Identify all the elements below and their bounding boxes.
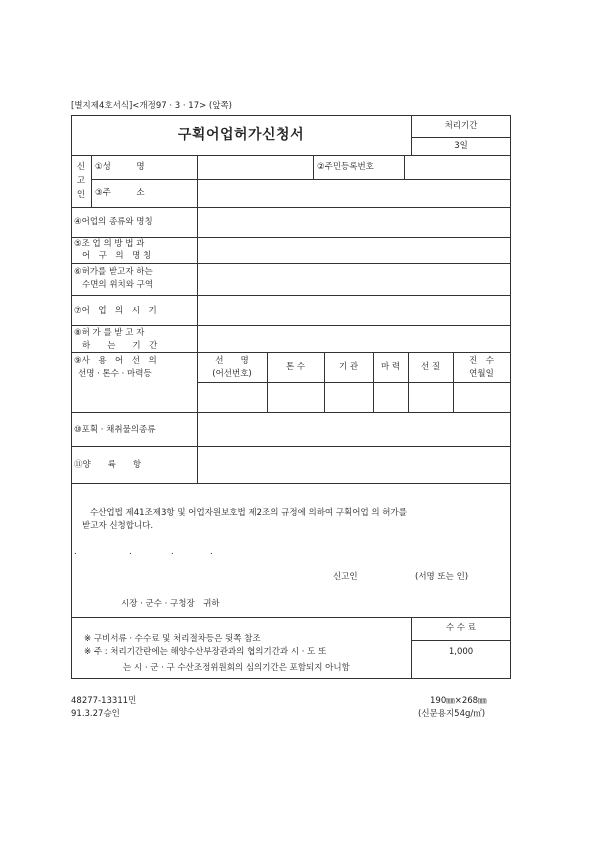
date-dot: . (129, 547, 132, 557)
statement-line2: 받고자 신청합니다. (82, 521, 154, 531)
processing-value: 3일 (454, 141, 468, 151)
tonnage-header: 톤 수 (285, 362, 306, 372)
fee-label: 수 수 료 (445, 623, 477, 633)
date-dot: . (171, 547, 174, 557)
note-line1: ※ 구비서류 · 수수료 및 처리절차등은 뒷쪽 참조 (84, 634, 261, 644)
launch-date-header-line1: 진 수 (469, 356, 494, 366)
name-label: ①성 명 (95, 162, 145, 172)
engine-field[interactable] (325, 383, 372, 411)
horsepower-field[interactable] (374, 383, 407, 411)
note-line3: 는 시 · 군 · 구 수산조정위원회의 심의기간은 포함되지 아니함 (123, 663, 350, 673)
area-field[interactable] (198, 264, 509, 294)
landing-port-field[interactable] (198, 447, 509, 482)
vessel-name-header-line1: 선 명 (215, 356, 249, 366)
launch-date-field[interactable] (454, 383, 509, 411)
method-label-line2: 어 구 의 명 칭 (82, 251, 152, 261)
area-label-line1: ⑥허가를 받고자 하는 (74, 267, 153, 277)
horsepower-header: 마 력 (380, 362, 401, 372)
material-header: 선 질 (420, 362, 441, 372)
approval-date: 91.3.27승인 (71, 709, 120, 719)
vessel-label-line2: 선명 · 톤수 · 마력등 (78, 369, 152, 379)
vessel-name-field[interactable] (198, 383, 266, 411)
launch-date-header-line2: 연월일 (469, 369, 494, 379)
paper-spec: (신문용지54g/㎡) (418, 709, 486, 719)
method-label-line1: ⑤조 업 의 방 법 과 (74, 239, 145, 249)
vessel-name-header-line2: (어선번호) (212, 369, 252, 379)
note-line2: ※ 주 : 처리기간란에는 해양수산부장관과의 협의기간과 시 · 도 또 (84, 647, 327, 657)
fishery-type-field[interactable] (198, 208, 509, 236)
period-label-line1: ⑧허 가 를 받 고 자 (74, 328, 145, 338)
form-header-note: [별지제4호서식]<개정97 · 3 · 17> (앞쪽) (71, 101, 232, 111)
processing-label: 처리기간 (444, 121, 478, 131)
season-field[interactable] (198, 296, 509, 324)
catch-type-label: ⑩포획 · 채취물의종류 (74, 425, 156, 435)
applicant-group-char-3: 인 (76, 190, 86, 200)
period-label-line2: 하 는 기 간 (82, 341, 158, 351)
address-label: ③주 소 (95, 188, 145, 198)
fishery-type-label: ④어업의 종류와 명칭 (74, 217, 153, 227)
page-title: 구획어업허가신청서 (177, 127, 305, 143)
applicant-group-char-2: 고 (76, 176, 86, 186)
statement-line1: 수산업법 제41조제3항 및 어업자원보호법 제2조의 규정에 의하여 구획어업 의 허가를 (90, 508, 407, 518)
catch-type-field[interactable] (198, 413, 509, 445)
method-field[interactable] (198, 238, 509, 262)
material-field[interactable] (409, 383, 452, 411)
applicant-group-char-1: 신 (76, 162, 86, 172)
date-dot: . (74, 547, 77, 557)
signature-placeholder[interactable]: (서명 또는 인) (415, 572, 469, 582)
date-dot: . (210, 547, 213, 557)
fee-value: 1,000 (448, 647, 474, 657)
rrn-label: ②주민등록번호 (317, 162, 374, 172)
addressee: 시장 · 군수 · 구청장 귀하 (121, 599, 220, 609)
rrn-field[interactable] (405, 156, 509, 178)
tonnage-field[interactable] (268, 383, 323, 411)
area-label-line2: 수면의 위치와 구역 (82, 280, 154, 290)
vessel-label-line1: ⑨사 용 어 선 의 (74, 356, 157, 366)
address-field[interactable] (198, 180, 509, 206)
season-label: ⑦어 업 의 시 기 (74, 306, 157, 316)
period-field[interactable] (198, 326, 509, 351)
landing-port-label: ⑪양 륙 항 (74, 460, 142, 470)
applicant-sign-label: 신고인 (333, 572, 358, 582)
engine-header: 기 관 (338, 362, 359, 372)
name-field[interactable] (198, 156, 312, 178)
form-code: 48277-13311민 (71, 696, 137, 706)
paper-size: 190㎜×268㎜ (430, 696, 487, 706)
